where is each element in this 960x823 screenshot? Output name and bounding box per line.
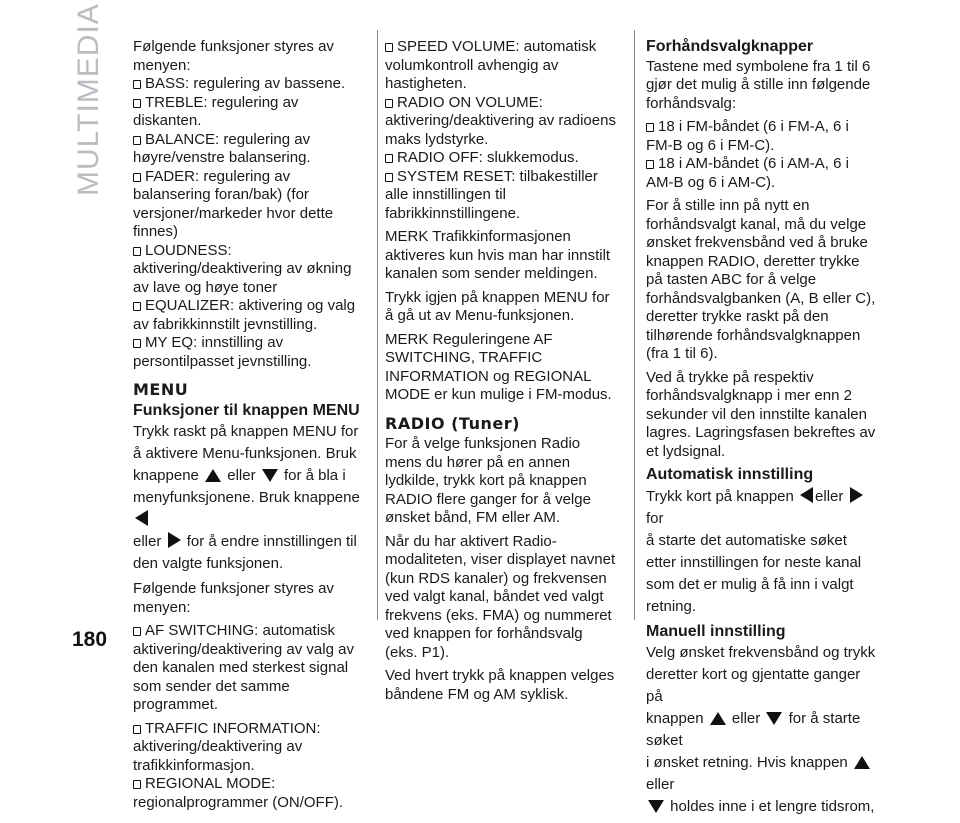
checkbox-bullet-icon: [133, 725, 141, 734]
paragraph: MERK Reguleringene AF SWITCHING, TRAFFIC INFORMATION og REGIONAL MODE er kun mulige i FM-modus.: [385, 330, 612, 403]
list-item: TRAFFIC INFORMATION: aktivering/deaktivering av trafikkinformasjon.: [133, 719, 321, 774]
section-title: MULTIMEDIA: [72, 3, 105, 196]
list-item: LOUDNESS: aktivering/deaktivering av økning av lave og høye toner: [133, 241, 352, 296]
list-item: FADER: regulering av balansering foran/bak) (for versjoner/markeder hvor dette finnes): [133, 167, 334, 240]
paragraph: Tastene med symbolene fra 1 til 6 gjør det mulig å stille inn følgende forhåndsvalg:: [646, 57, 871, 112]
page-number: 180: [72, 628, 108, 651]
checkbox-bullet-icon: [133, 780, 141, 789]
paragraph: Trykk igjen på knappen MENU for å gå ut av Menu-funksjonen.: [385, 288, 610, 324]
checkbox-bullet-icon: [385, 99, 393, 108]
column-3: [646, 38, 878, 823]
paragraph: Ved å trykke på respektiv forhåndsvalgknapp i mer enn 2 sekunder vil den innstilte kanalen lagres. Lagringsfasen bekreftes av et lydsignal.: [646, 368, 876, 460]
column-divider: [377, 30, 378, 620]
list-item: 18 i AM-båndet (6 i AM-A, 6 i AM-B og 6 i AM-C).: [646, 155, 849, 191]
checkbox-bullet-icon: [133, 339, 141, 348]
column-divider: [634, 30, 635, 620]
checkbox-bullet-icon: [133, 302, 141, 311]
paragraph: Trykk raskt på knappen MENU for å aktivere Menu-funksjonen. Bruk knappene eller for å bla i menyfunksjonene. Bruk knappene eller for å endre innstillingen til den valgte funksjonen.: [133, 423, 360, 572]
intro-text: Følgende funksjoner styres av menyen:: [133, 38, 334, 74]
radio-heading: RADIO (Tuner): [385, 413, 520, 433]
list-item: BASS: regulering av bassene.: [133, 75, 365, 94]
checkbox-bullet-icon: [646, 123, 654, 132]
manual-tuning-heading: Manuell innstilling: [646, 622, 786, 640]
column-2: [385, 38, 617, 709]
paragraph: Når du har aktivert Radio-modaliteten, viser displayet navnet (kun RDS kanaler) og frekvensen ved valgt kanal, båndet ved valgt frekvens (eks. FMA) og nummeret ved knappen for forhåndsvalg (eks. P1).: [385, 532, 616, 661]
paragraph: For å velge funksjonen Radio mens du hører på en annen lydkilde, trykk kort på knappen RADIO flere ganger for å velge ønsket bånd, FM eller AM.: [385, 435, 591, 526]
arrow-left-icon: [135, 510, 148, 526]
menu-heading: MENU: [133, 380, 189, 399]
list-item: SYSTEM RESET: tilbakestiller alle innstillingen til fabrikkinnstillingene.: [385, 167, 598, 222]
list-item: SPEED VOLUME: automatisk volumkontroll avhengig av hastigheten.: [385, 38, 597, 92]
paragraph: Trykk kort på knappen eller for å starte det automatiske søket etter innstillingen for neste kanal som det er mulig å få inn i valgt retning.: [646, 487, 862, 615]
auto-tuning-heading: Automatisk innstilling: [646, 466, 814, 483]
arrow-down-icon: [648, 800, 664, 813]
intro-text: Følgende funksjoner styres av menyen:: [133, 580, 334, 616]
arrow-down-icon: [262, 469, 278, 482]
menu-subheading: Funksjoner til knappen MENU: [133, 401, 360, 419]
paragraph: Ved hvert trykk på knappen velges båndene FM og AM syklisk.: [385, 667, 615, 703]
checkbox-bullet-icon: [385, 154, 393, 163]
list-item: BALANCE: regulering av høyre/venstre balansering.: [133, 130, 311, 166]
checkbox-bullet-icon: [646, 160, 654, 169]
list-item: TREBLE: regulering av diskanten.: [133, 93, 299, 129]
arrow-up-icon: [710, 712, 726, 725]
arrow-right-icon: [850, 487, 863, 503]
list-item: RADIO OFF: slukkemodus.: [385, 149, 617, 168]
arrow-left-icon: [800, 487, 813, 503]
paragraph: MERK Trafikkinformasjonen aktiveres kun hvis man har innstilt kanalen som sender meldingen.: [385, 228, 611, 282]
checkbox-bullet-icon: [133, 173, 141, 182]
checkbox-bullet-icon: [133, 80, 141, 89]
arrow-up-icon: [854, 756, 870, 769]
checkbox-bullet-icon: [133, 627, 141, 636]
list-item: AF SWITCHING: automatisk aktivering/deaktivering av valg av den kanalen med sterkest signal som sender det samme programmet.: [133, 622, 354, 713]
list-item: REGIONAL MODE: regionalprogrammer (ON/OFF).: [133, 775, 344, 811]
checkbox-bullet-icon: [133, 247, 141, 256]
column-1: [133, 38, 365, 812]
checkbox-bullet-icon: [133, 136, 141, 145]
paragraph: For å stille inn på nytt en forhåndsvalgt kanal, må du velge ønsket frekvensbånd ved å bruke knappen RADIO, deretter trykke på tasten ABC for å velge forhåndsvalgbanken (A, B eller C), deretter trykke raskt på den tilhørende forhåndsvalgknappen (fra 1 til 6).: [646, 197, 876, 362]
list-item: EQUALIZER: aktivering og valg av fabrikkinnstilt jevnstilling.: [133, 297, 356, 333]
arrow-down-icon: [766, 712, 782, 725]
preset-heading: Forhåndsvalgknapper: [646, 38, 814, 55]
checkbox-bullet-icon: [385, 43, 393, 52]
arrow-right-icon: [168, 532, 181, 548]
list-item: RADIO ON VOLUME: aktivering/deaktivering av radioens maks lydstyrke.: [385, 93, 616, 148]
paragraph: Velg ønsket frekvensbånd og trykk deretter kort og gjentatte ganger på knappen eller for å starte søket i ønsket retning. Hvis knappen eller holdes inne i et lengre tidsrom,: [646, 644, 876, 815]
list-item: MY EQ: innstilling av persontilpasset jevnstilling.: [133, 334, 312, 370]
checkbox-bullet-icon: [133, 99, 141, 108]
checkbox-bullet-icon: [385, 173, 393, 182]
arrow-up-icon: [205, 469, 221, 482]
list-item: 18 i FM-båndet (6 i FM-A, 6 i FM-B og 6 i FM-C).: [646, 118, 849, 154]
